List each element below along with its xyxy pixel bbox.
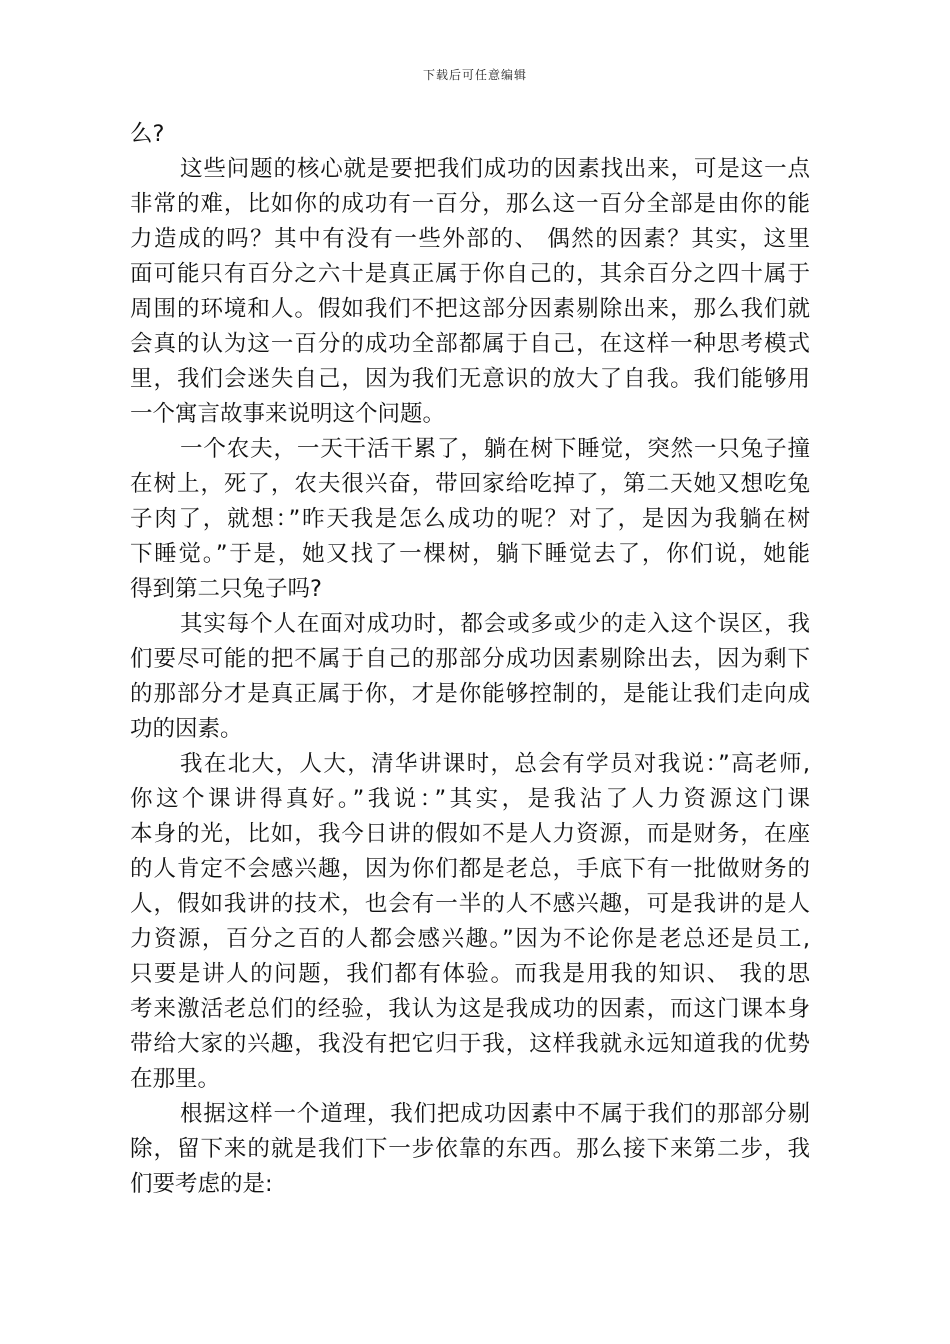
text-line: 里，我们会迷失自己，因为我们无意识的放大了自我。我们能够用 <box>130 366 810 392</box>
text-line: 得到第二只兔子吗? <box>130 576 322 602</box>
text-line: 子肉了，就想：”昨天我是怎么成功的呢？对了，是因为我躺在树 <box>130 506 810 532</box>
text-line: 们要考虑的是: <box>130 1171 273 1197</box>
text-line: 非常的难，比如你的成功有一百分，那么这一百分全部是由你的能 <box>130 191 810 217</box>
text-line: 的那部分才是真正属于你，才是你能够控制的，是能让我们走向成 <box>130 681 810 707</box>
text-line: 力造成的吗？其中有没有一些外部的、 偶然的因素？其实，这里 <box>130 226 810 252</box>
text-line: 只要是讲人的问题，我们都有体验。而我是用我的知识、 我的思 <box>130 961 810 987</box>
text-line: 本身的光，比如，我今日讲的假如不是人力资源，而是财务，在座 <box>130 821 810 847</box>
text-line: 人，假如我讲的技术，也会有一半的人不感兴趣，可是我讲的是人 <box>130 891 810 917</box>
text-line: 么? <box>130 121 165 147</box>
document-body <box>130 117 810 1202</box>
text-line: 力资源，百分之百的人都会感兴趣。”因为不论你是老总还是员工, <box>130 926 810 952</box>
text-line: 面可能只有百分之六十是真正属于你自己的，其余百分之四十属于 <box>130 261 810 287</box>
text-line: 一个寓言故事来说明这个问题。 <box>130 401 446 427</box>
text-line: 考来激活老总们的经验，我认为这是我成功的因素，而这门课本身 <box>130 996 810 1022</box>
text-line: 根据这样一个道理，我们把成功因素中不属于我们的那部分剔 <box>180 1101 810 1127</box>
text-line: 在树上，死了，农夫很兴奋，带回家给吃掉了，第二天她又想吃兔 <box>130 471 810 497</box>
text-line: 周围的环境和人。假如我们不把这部分因素剔除出来，那么我们就 <box>130 296 810 322</box>
text-line: 们要尽可能的把不属于自己的那部分成功因素剔除出去，因为剩下 <box>130 646 810 672</box>
text-line: 带给大家的兴趣，我没有把它归于我，这样我就永远知道我的优势 <box>130 1031 810 1057</box>
text-line: 在那里。 <box>130 1066 221 1092</box>
page-header: 下载后可任意编辑 <box>422 68 527 82</box>
text-line: 除，留下来的就是我们下一步依靠的东西。那么接下来第二步，我 <box>130 1136 810 1162</box>
text-line: 这些问题的核心就是要把我们成功的因素找出来，可是这一点 <box>180 156 810 182</box>
text-line: 我在北大，人大，清华讲课时，总会有学员对我说：”高老师, <box>180 751 810 777</box>
text-line: 的人肯定不会感兴趣，因为你们都是老总，手底下有一批做财务的 <box>130 856 810 882</box>
text-line: 其实每个人在面对成功时，都会或多或少的走入这个误区，我 <box>180 611 810 637</box>
text-line: 会真的认为这一百分的成功全部都属于自己，在这样一种思考模式 <box>130 331 810 357</box>
text-line: 你这个课讲得真好。”我说：”其实，是我沾了人力资源这门课 <box>130 786 810 812</box>
text-line: 功的因素。 <box>130 716 243 742</box>
text-line: 一个农夫，一天干活干累了，躺在树下睡觉，突然一只兔子撞 <box>180 436 810 462</box>
text-line: 下睡觉。”于是，她又找了一棵树，躺下睡觉去了，你们说，她能 <box>130 541 810 567</box>
